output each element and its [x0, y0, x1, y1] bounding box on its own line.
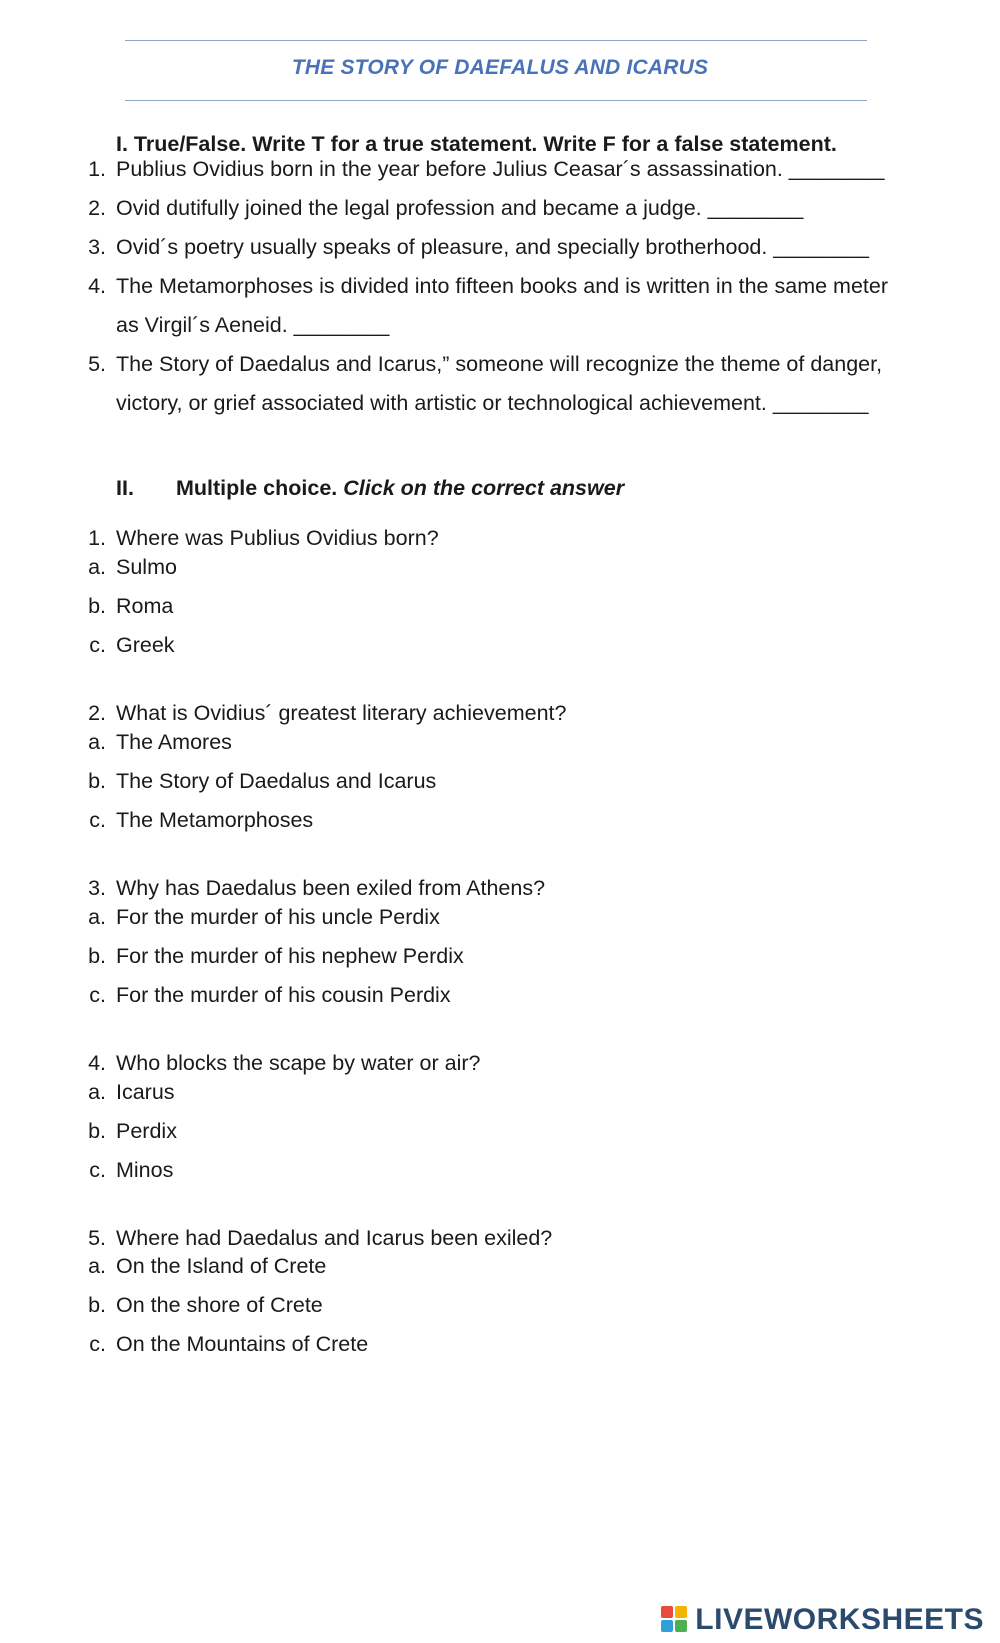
mc-option-letter: c. — [89, 1332, 106, 1356]
section2-heading-instruction: Click on the correct answer — [343, 476, 625, 500]
mc-option-letter: b. — [88, 594, 106, 618]
mc-option-text[interactable]: For the murder of his uncle Perdix — [116, 905, 440, 929]
section2-heading — [176, 475, 624, 501]
mc-option-letter: b. — [88, 769, 106, 793]
tf-item-text: Publius Ovidius born in the year before Julius Ceasar´s assassination. ________ — [116, 157, 885, 181]
mc-question-text: Where had Daedalus and Icarus been exiled? — [116, 1226, 553, 1250]
mc-option-text[interactable]: On the Mountains of Crete — [116, 1332, 369, 1356]
section2-heading-bold: Multiple choice. — [176, 476, 338, 500]
mc-question-number: 4. — [88, 1051, 106, 1075]
section2-numeral: II. — [116, 476, 134, 500]
tf-item-text: Ovid dutifully joined the legal profession and became a judge. ________ — [116, 196, 804, 220]
mc-question-text: Where was Publius Ovidius born? — [116, 526, 439, 550]
mc-option-letter: a. — [88, 905, 106, 929]
mc-option-letter: b. — [88, 944, 106, 968]
mc-question-number: 3. — [88, 876, 106, 900]
title-underline-rule — [125, 100, 867, 101]
mc-option-text[interactable]: Icarus — [116, 1080, 175, 1104]
mc-option-letter: a. — [88, 730, 106, 754]
mc-option-letter: a. — [88, 1254, 106, 1278]
page-title: THE STORY OF DAEFALUS AND ICARUS — [291, 56, 709, 79]
mc-option-text[interactable]: On the Island of Crete — [116, 1254, 327, 1278]
mc-option-text[interactable]: Sulmo — [116, 555, 177, 579]
mc-option-letter: c. — [89, 1158, 106, 1182]
mc-option-letter: a. — [88, 1080, 106, 1104]
tf-item-number: 2. — [88, 196, 106, 220]
tf-item-number: 4. — [88, 274, 106, 298]
mc-option-text[interactable]: Minos — [116, 1158, 174, 1182]
mc-option-letter: a. — [88, 555, 106, 579]
tf-item-number: 1. — [88, 157, 106, 181]
mc-option-letter: b. — [88, 1293, 106, 1317]
mc-option-text[interactable]: The Story of Daedalus and Icarus — [116, 769, 437, 793]
mc-question-text: What is Ovidius´ greatest literary achievement? — [116, 701, 567, 725]
tf-item-text: The Story of Daedalus and Icarus,” someone will recognize the theme of danger, — [116, 352, 883, 376]
tf-item-number: 3. — [88, 235, 106, 259]
mc-option-text[interactable]: The Amores — [116, 730, 232, 754]
mc-option-text[interactable]: Perdix — [116, 1119, 177, 1143]
section1-heading: I. True/False. Write T for a true statement. Write F for a false statement. — [116, 132, 837, 156]
tf-item-text: The Metamorphoses is divided into fifteen books and is written in the same meter — [116, 274, 888, 298]
mc-question-number: 1. — [88, 526, 106, 550]
mc-option-letter: c. — [89, 983, 106, 1007]
top-rule — [125, 40, 867, 41]
mc-question-number: 2. — [88, 701, 106, 725]
mc-option-text[interactable]: Greek — [116, 633, 175, 657]
mc-option-text[interactable]: For the murder of his cousin Perdix — [116, 983, 451, 1007]
mc-question-text: Why has Daedalus been exiled from Athens? — [116, 876, 546, 900]
mc-question-number: 5. — [88, 1226, 106, 1250]
mc-option-letter: b. — [88, 1119, 106, 1143]
mc-option-letter: c. — [89, 633, 106, 657]
liveworksheets-logo-text: LIVEWORKSHEETS — [695, 1603, 984, 1636]
mc-option-letter: c. — [89, 808, 106, 832]
mc-option-text[interactable]: For the murder of his nephew Perdix — [116, 944, 464, 968]
liveworksheets-logo[interactable] — [661, 1603, 984, 1637]
tf-item-text-continued: victory, or grief associated with artistic or technological achievement. ________ — [116, 391, 869, 415]
mc-option-text[interactable]: Roma — [116, 594, 174, 618]
mc-option-text[interactable]: On the shore of Crete — [116, 1293, 323, 1317]
tf-item-number: 5. — [88, 352, 106, 376]
tf-item-text: Ovid´s poetry usually speaks of pleasure, and specially brotherhood. ________ — [116, 235, 869, 259]
liveworksheets-logo-icon — [661, 1606, 689, 1634]
mc-option-text[interactable]: The Metamorphoses — [116, 808, 314, 832]
tf-item-text-continued: as Virgil´s Aeneid. ________ — [116, 313, 390, 337]
mc-question-text: Who blocks the scape by water or air? — [116, 1051, 481, 1075]
